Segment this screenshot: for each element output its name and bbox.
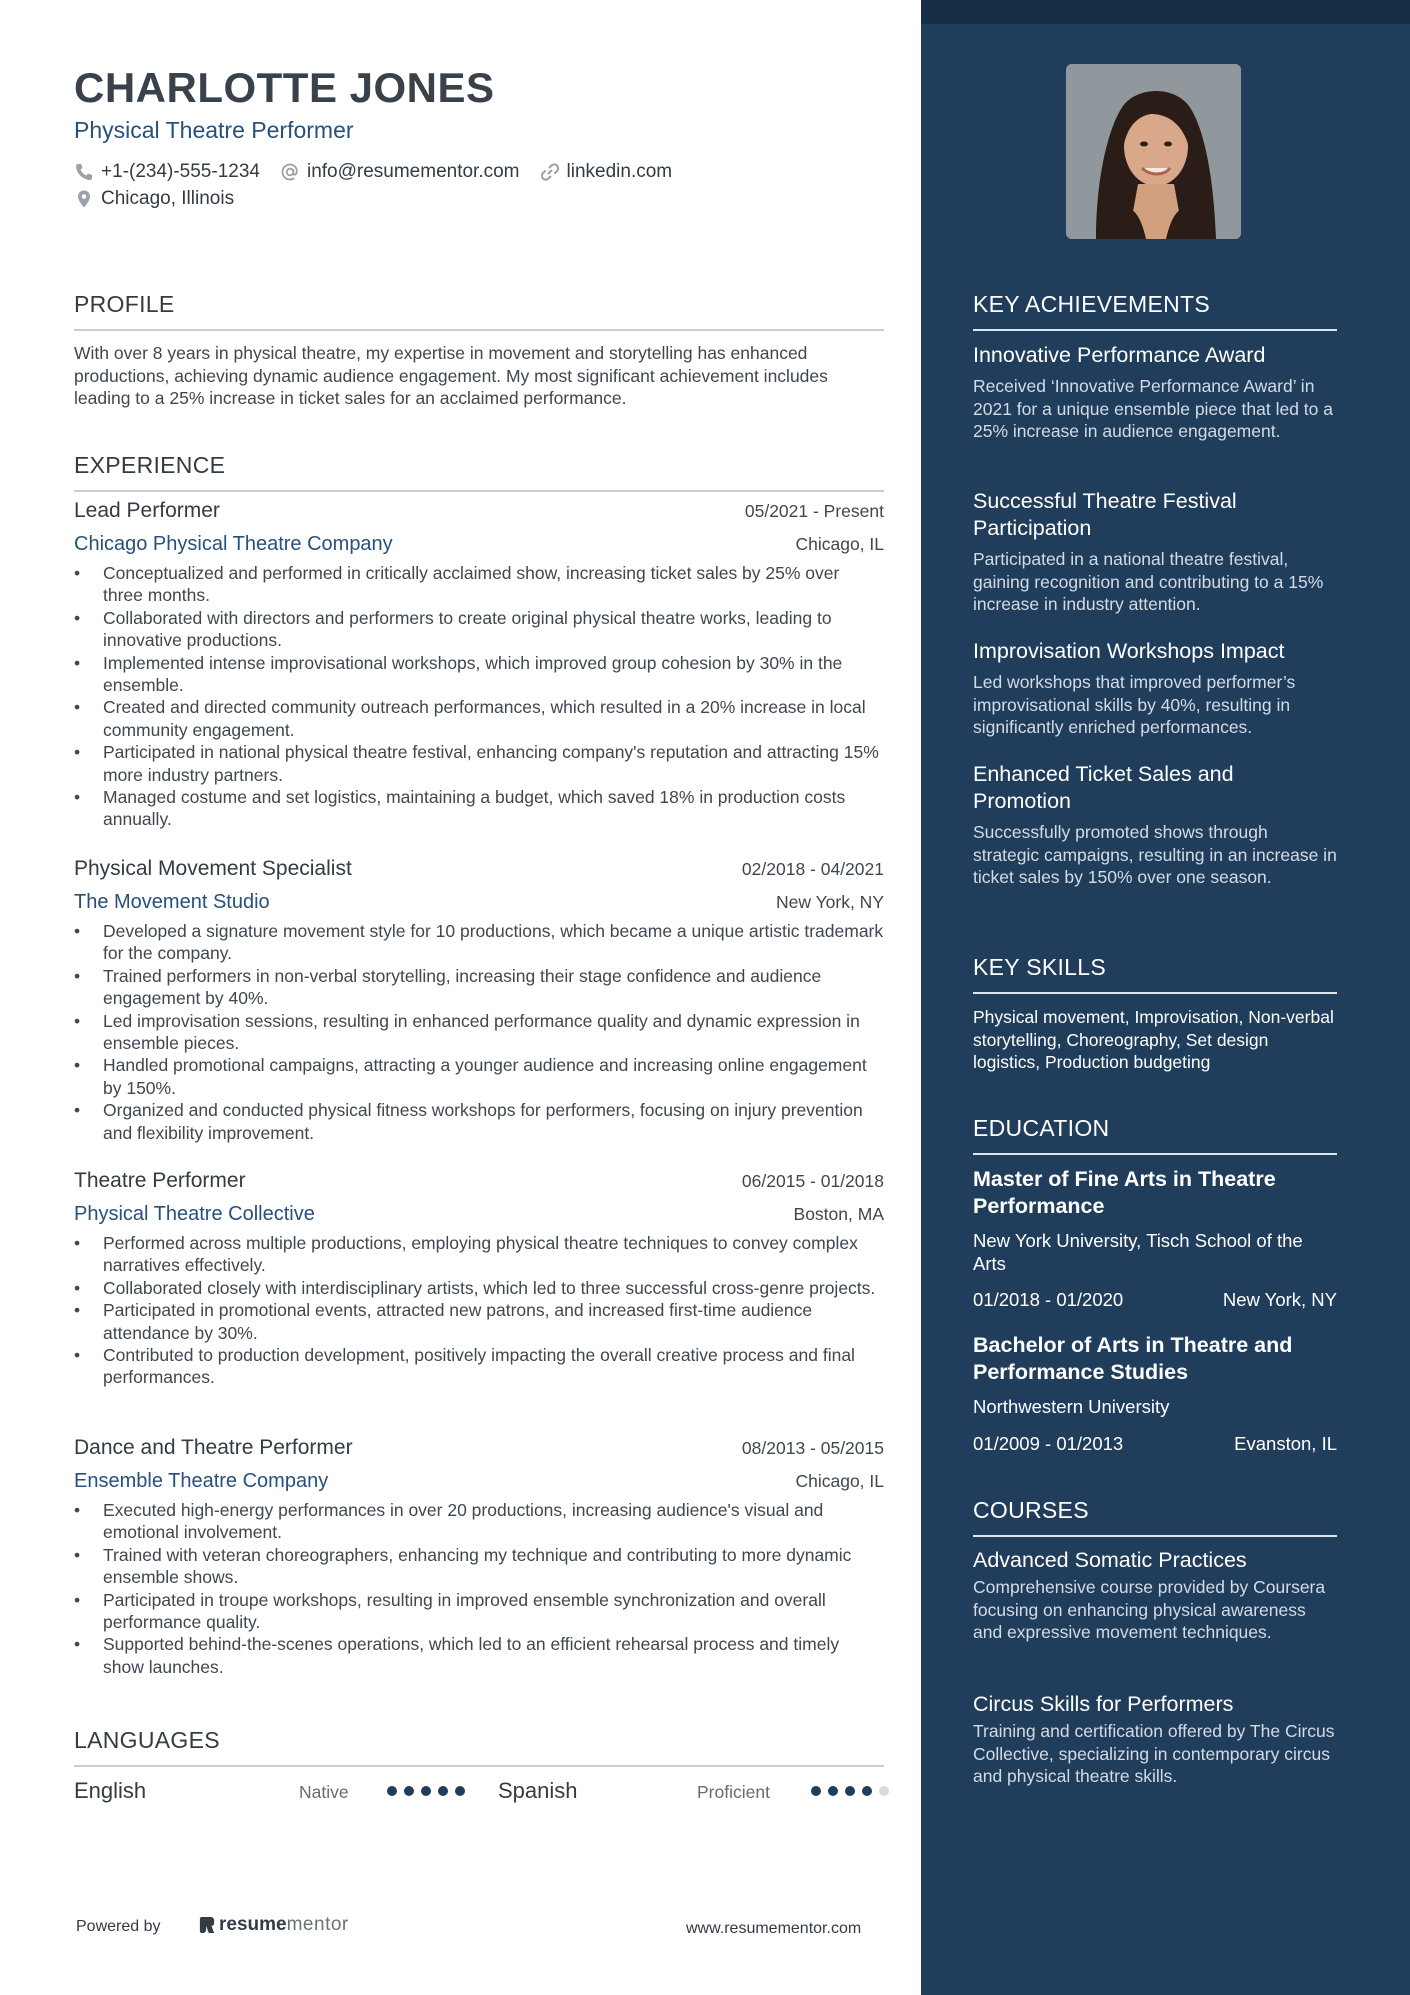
course-item: [973, 1547, 1337, 1644]
job-role: Lead Performer: [74, 499, 220, 522]
job-bullet: • Collaborated closely with interdisciplinary artists, which led to three successful cross-genre projects.: [74, 1277, 884, 1299]
rating-dot-filled: [862, 1786, 872, 1796]
logo-mark-icon: [199, 1916, 215, 1934]
achievement-item: [973, 342, 1337, 443]
education-school: Northwestern University: [973, 1396, 1170, 1417]
achievement-item: [973, 761, 1337, 889]
job-bullet: • Handled promotional campaigns, attracting a younger audience and increasing online engagement by 150%.: [74, 1054, 884, 1099]
skills-list: Physical movement, Improvisation, Non-verbal storytelling, Choreography, Set design logistics, Production budgeting: [973, 1007, 1334, 1072]
achievements-divider: [973, 329, 1337, 331]
job-location: New York, NY: [776, 892, 884, 912]
job-location: Chicago, IL: [795, 534, 884, 554]
language-rating: [387, 1786, 472, 1796]
phone-text: +1-(234)-555-1234: [101, 161, 260, 182]
job-dates: 05/2021 - Present: [744, 501, 884, 521]
skills-heading: KEY SKILLS: [973, 954, 1106, 980]
job-company: The Movement Studio: [74, 891, 270, 913]
email-text: info@resumementor.com: [306, 161, 520, 182]
education-divider: [973, 1153, 1337, 1155]
rating-dot-empty: [879, 1786, 889, 1796]
profile-summary: With over 8 years in physical theatre, my expertise in movement and storytelling has enhanced productions, achieving dynamic audience engagement. My most significant achievement includes leading to a 25% increase in ticket sales for an acclaimed performance.: [74, 343, 828, 408]
education-degree: Bachelor of Arts in Theatre and Performance Studies: [973, 1333, 1293, 1384]
language-name: English: [74, 1778, 147, 1803]
job-bullet: • Led improvisation sessions, resulting in enhanced performance quality and dynamic expression in ensemble pieces.: [74, 1010, 884, 1055]
education-degree: Master of Fine Arts in Theatre Performance: [973, 1167, 1276, 1218]
achievement-description: Participated in a national theatre festival, gaining recognition and contributing to a 15% increase in industry attention.: [973, 549, 1324, 614]
at-sign-icon: [280, 162, 300, 182]
job-role: Theatre Performer: [74, 1169, 246, 1192]
languages-row: [74, 1778, 884, 1808]
job-bullet: • Trained performers in non-verbal storytelling, increasing their stage confidence and audience engagement by 40%.: [74, 965, 884, 1010]
rating-dot-filled: [421, 1786, 431, 1796]
language-name: Spanish: [498, 1778, 578, 1803]
achievement-title: Improvisation Workshops Impact: [973, 639, 1285, 663]
courses-heading: COURSES: [973, 1497, 1089, 1523]
job-bullet: • Participated in troupe workshops, resulting in improved ensemble synchronization and overall performance quality.: [74, 1589, 884, 1634]
linkedin-text: linkedin.com: [566, 161, 673, 182]
logo-text-bold: resume: [219, 1914, 287, 1935]
profile-photo: [1066, 64, 1241, 239]
job-bullet: • Conceptualized and performed in critically acclaimed show, increasing ticket sales by 25% over three months.: [74, 562, 884, 607]
sidebar-top-band: [921, 0, 1410, 24]
job-entry: [74, 1436, 884, 1678]
achievement-description: Led workshops that improved performer’s improvisational skills by 40%, resulting in significantly enriched performances.: [973, 672, 1296, 737]
job-bullets: [74, 1499, 884, 1678]
rating-dot-filled: [438, 1786, 448, 1796]
job-dates: 02/2018 - 04/2021: [741, 859, 884, 879]
languages-heading: LANGUAGES: [74, 1727, 220, 1753]
job-dates: 06/2015 - 01/2018: [741, 1171, 884, 1191]
candidate-title: Physical Theatre Performer: [74, 117, 354, 143]
language-rating: [811, 1786, 896, 1796]
rating-dot-filled: [828, 1786, 838, 1796]
job-bullet: • Participated in promotional events, attracted new patrons, and increased first-time audience attendance by 30%.: [74, 1299, 884, 1344]
job-bullets: [74, 1232, 884, 1389]
rating-dot-filled: [455, 1786, 465, 1796]
job-entry: [74, 857, 884, 1144]
education-location: Evanston, IL: [1234, 1432, 1337, 1454]
education-dates: 01/2009 - 01/2013: [973, 1432, 1124, 1454]
job-bullet: • Collaborated with directors and performers to create original physical theatre works, leading to innovative productions.: [74, 607, 884, 652]
powered-by-label: Powered by: [76, 1918, 161, 1935]
course-title: Circus Skills for Performers: [973, 1692, 1234, 1716]
job-dates: 08/2013 - 05/2015: [741, 1438, 884, 1458]
job-bullet: • Managed costume and set logistics, maintaining a budget, which saved 18% in production costs annually.: [74, 786, 884, 831]
achievement-title: Successful Theatre Festival Participation: [973, 489, 1237, 540]
job-bullet: • Implemented intense improvisational workshops, which improved group cohesion by 30% in the ensemble.: [74, 652, 884, 697]
location-row: [74, 188, 254, 210]
linkedin-contact[interactable]: [540, 161, 673, 183]
logo-text-light: mentor: [286, 1914, 349, 1935]
achievement-description: Successfully promoted shows through strategic campaigns, resulting in an increase in ticket sales by 150% over one season.: [973, 822, 1337, 887]
achievement-description: Received ‘Innovative Performance Award’ in 2021 for a unique ensemble piece that led to a 25% increase in audience engagement.: [973, 376, 1333, 441]
location-text: Chicago, Illinois: [101, 188, 235, 209]
education-school: New York University, Tisch School of the Arts: [973, 1230, 1303, 1274]
job-location: Boston, MA: [793, 1204, 884, 1224]
job-entry: [74, 499, 884, 831]
location-contact: [74, 188, 234, 210]
job-bullet: • Supported behind-the-scenes operations, which led to an efficient rehearsal process and timely show launches.: [74, 1633, 884, 1678]
job-bullet: • Organized and conducted physical fitness workshops for performers, focusing on injury prevention and flexibility improvement.: [74, 1099, 884, 1144]
profile-heading: PROFILE: [74, 291, 175, 317]
job-location: Chicago, IL: [795, 1471, 884, 1491]
job-company: Physical Theatre Collective: [74, 1203, 315, 1225]
job-bullets: [74, 920, 884, 1144]
contact-row: [74, 161, 692, 183]
footer-website-link[interactable]: www.resumementor.com: [686, 1920, 862, 1937]
rating-dot-filled: [811, 1786, 821, 1796]
experience-divider: [74, 490, 884, 492]
phone-contact[interactable]: [74, 161, 260, 183]
course-item: [973, 1691, 1337, 1788]
education-heading: EDUCATION: [973, 1115, 1110, 1141]
job-bullet: • Performed across multiple productions, employing physical theatre techniques to convey complex narratives effectively.: [74, 1232, 884, 1277]
job-bullet: • Developed a signature movement style for 10 productions, which became a unique artistic trademark for the company.: [74, 920, 884, 965]
rating-dot-filled: [387, 1786, 397, 1796]
job-bullets: [74, 562, 884, 831]
job-role: Physical Movement Specialist: [74, 857, 352, 880]
education-item: [973, 1166, 1337, 1311]
candidate-name: CHARLOTTE JONES: [74, 64, 495, 111]
achievement-item: [973, 488, 1337, 616]
course-description: Training and certification offered by The Circus Collective, specializing in contemporary circus and physical theatre skills.: [973, 1721, 1335, 1786]
rating-dot-filled: [404, 1786, 414, 1796]
job-bullet: • Contributed to production development, positively impacting the overall creative process and final performances.: [74, 1344, 884, 1389]
achievements-heading: KEY ACHIEVEMENTS: [973, 291, 1211, 317]
course-description: Comprehensive course provided by Coursera focusing on enhancing physical awareness and expressive movement techniques.: [973, 1577, 1326, 1642]
job-entry: [74, 1169, 884, 1389]
job-company: Chicago Physical Theatre Company: [74, 533, 393, 555]
phone-icon: [74, 162, 94, 182]
courses-divider: [973, 1535, 1337, 1537]
education-location: New York, NY: [1222, 1289, 1337, 1310]
language-level: Native: [299, 1782, 349, 1802]
education-item: [973, 1332, 1337, 1455]
languages-divider: [74, 1765, 884, 1767]
achievement-title: Innovative Performance Award: [973, 343, 1266, 367]
experience-heading: EXPERIENCE: [74, 452, 226, 478]
resumementor-logo: [199, 1914, 349, 1936]
rating-dot-filled: [845, 1786, 855, 1796]
job-bullet: • Executed high-energy performances in over 20 productions, increasing audience's visual and emotional involvement.: [74, 1499, 884, 1544]
job-role: Dance and Theatre Performer: [74, 1436, 353, 1459]
achievement-item: [973, 638, 1337, 739]
skills-divider: [973, 992, 1337, 994]
job-bullet: • Trained with veteran choreographers, enhancing my technique and contributing to more dynamic ensemble shows.: [74, 1544, 884, 1589]
job-bullet: • Participated in national physical theatre festival, enhancing company's reputation and attracting 15% more industry partners.: [74, 741, 884, 786]
job-company: Ensemble Theatre Company: [74, 1470, 329, 1492]
course-title: Advanced Somatic Practices: [973, 1548, 1247, 1572]
education-dates: 01/2018 - 01/2020: [973, 1289, 1124, 1310]
link-icon: [540, 162, 560, 182]
profile-divider: [74, 329, 884, 331]
email-contact[interactable]: [280, 161, 520, 183]
location-pin-icon: [74, 189, 94, 209]
job-bullet: • Created and directed community outreach performances, which resulted in a 20% increase in local community engagement.: [74, 696, 884, 741]
portrait-image: [1066, 64, 1241, 239]
achievement-title: Enhanced Ticket Sales and Promotion: [973, 762, 1234, 813]
language-level: Proficient: [697, 1782, 770, 1802]
